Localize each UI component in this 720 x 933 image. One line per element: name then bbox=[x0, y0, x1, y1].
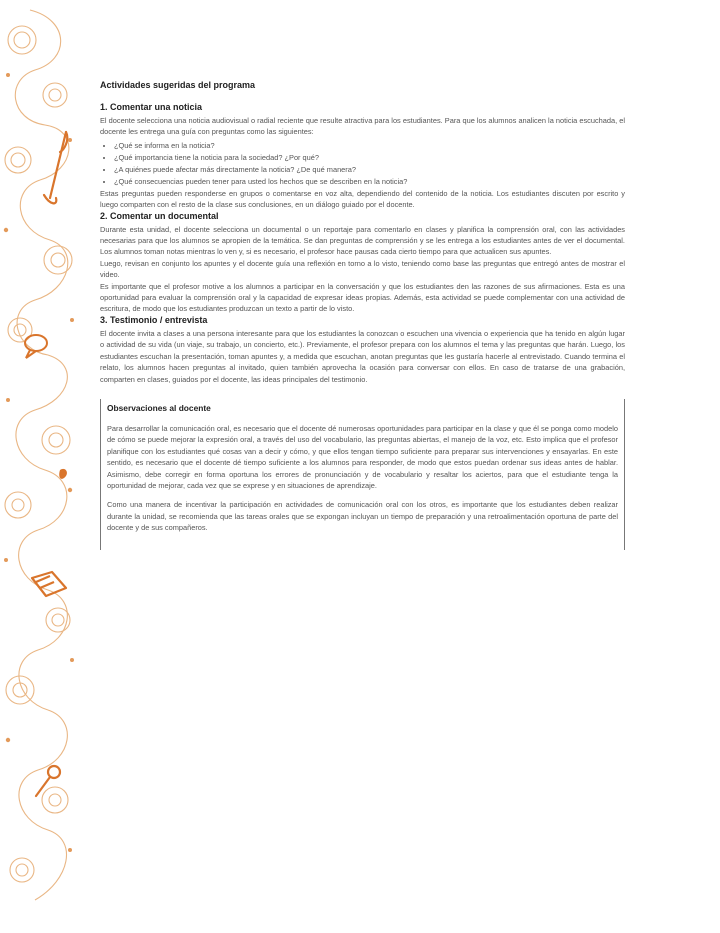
paragraph: Es importante que el profesor motive a los alumnos a participar en la conversación y que los estudiantes den las razones de sus afirmaciones. Esta es una oportunidad para evaluar la comprensión oral y la capacidad de expresar ideas propias. Además, esta actividad se puede complementar con una actividad de escritura, de modo que los estudiantes produzcan un texto a partir de lo visto. bbox=[100, 281, 625, 314]
teacher-notes-box bbox=[100, 399, 625, 550]
document-body bbox=[100, 80, 625, 550]
paragraph: El docente invita a clases a una persona interesante para que los estudiantes la conozcan o escuchen una vivencia o experiencia que ha tenido en algún lugar o actividad de su vida (un viaje, su trabajo, un concierto, etc.). Previamente, el profesor prepara con los alumnos el tema y las preguntas que harán. Luego, los estudiantes escuchan la presentación, toman apuntes y, a medida que escuchan, anotan preguntas que les gustaría hacerle al entrevistado. Cuando termina el relato, los alumnos hacen preguntas al invitado, quien también aprovecha la ocasión para conversar con ellos. En caso de tratarse de una grabación, comparten en clases, guiados por el docente, las ideas principales del testimonio. bbox=[100, 328, 625, 384]
decorative-sidebar bbox=[0, 0, 90, 933]
section-heading: 1. Comentar una noticia bbox=[100, 102, 203, 112]
list-item: • ¿Qué consecuencias pueden tener para usted los hechos que se describen en la noticia? bbox=[114, 176, 625, 188]
box-title: Observaciones al docente bbox=[107, 402, 211, 413]
paragraph: Como una manera de incentivar la participación en actividades de comunicación oral con los otros, es importante que los estudiantes deben realizar durante la unidad, se recomienda que las tareas orales que se expongan incluyan un tiempo de preparación y una retroalimentación oportuna de parte del docente y de sus compañeros. bbox=[107, 500, 618, 533]
paragraph: Luego, revisan en conjunto los apuntes y el docente guía una reflexión en torno a lo visto, teniendo como base las preguntas que entregó antes de mostrar el video. bbox=[100, 258, 625, 280]
book-icon bbox=[32, 572, 66, 596]
list-item: • ¿A quiénes puede afectar más directamente la noticia? ¿De qué manera? bbox=[114, 164, 625, 176]
paragraph: Durante esta unidad, el docente selecciona un documental o un reportaje para comentarlo en clases y planifica la comprensión oral, con las actividades necesarias para que los alumnos se apropien de la temática. Se dan preguntas de comprensión y se les entrega a los estudiantes antes de ver el documental. Los alumnos toman notas mientras lo ven y, si es necesario, el profesor hace pausas cada cierto tiempo para que actualicen sus apuntes. bbox=[100, 224, 625, 257]
question-list bbox=[100, 140, 625, 188]
section-closing: Estas preguntas pueden responderse en grupos o comentarse en voz alta, dependiendo del contenido de la noticia. Los estudiantes discuten por escrito y luego comparten con el resto de la clase sus conclusiones, en un diálogo guiado por el docente. bbox=[100, 188, 625, 210]
pen-icon bbox=[44, 132, 67, 203]
list-item: • ¿Qué importancia tiene la noticia para la sociedad? ¿Por qué? bbox=[114, 152, 625, 164]
paragraph: Para desarrollar la comunicación oral, es necesario que el docente dé numerosas oportunidades para participar en la clase y que él se ponga como modelo de cómo se puede mejorar la expresión oral, a través del uso del vocabulario, las preguntas abiertas, el manejo de la voz, etc. Esto implica que el profesor planifique con los estudiantes qué cosas van a decir y cómo, y que ellos tengan tiempo suficiente para preparar sus intervenciones y ensayarlas. En este sentido, es necesario que el docente dé tiempo suficiente a los alumnos para responder, de modo que estos puedan ordenar sus ideas antes de hablar. Asimismo, debe corregir en forma oportuna los errores de pronunciación y de vocabulario y resaltar los aciertos, para que el estudiante tenga la oportunidad de mejorar, cada vez que se exprese y en situaciones de aprendizaje. bbox=[107, 423, 618, 490]
section-2 bbox=[100, 211, 625, 315]
section-3 bbox=[100, 315, 625, 385]
section-heading: 3. Testimonio / entrevista bbox=[100, 314, 208, 325]
section-heading: 2. Comentar un documental bbox=[100, 210, 219, 221]
list-item: • ¿Qué se informa en la noticia? bbox=[114, 140, 625, 152]
section-intro: El docente selecciona una noticia audiovisual o radial reciente que resulte atractiva para los estudiantes. Para que los alumnos analicen la noticia escuchada, el docente les entrega una guía con preguntas como las siguientes: bbox=[100, 116, 625, 137]
section-1 bbox=[100, 102, 625, 211]
microphone-icon bbox=[36, 766, 60, 796]
page-title: Actividades sugeridas del programa bbox=[100, 80, 256, 90]
